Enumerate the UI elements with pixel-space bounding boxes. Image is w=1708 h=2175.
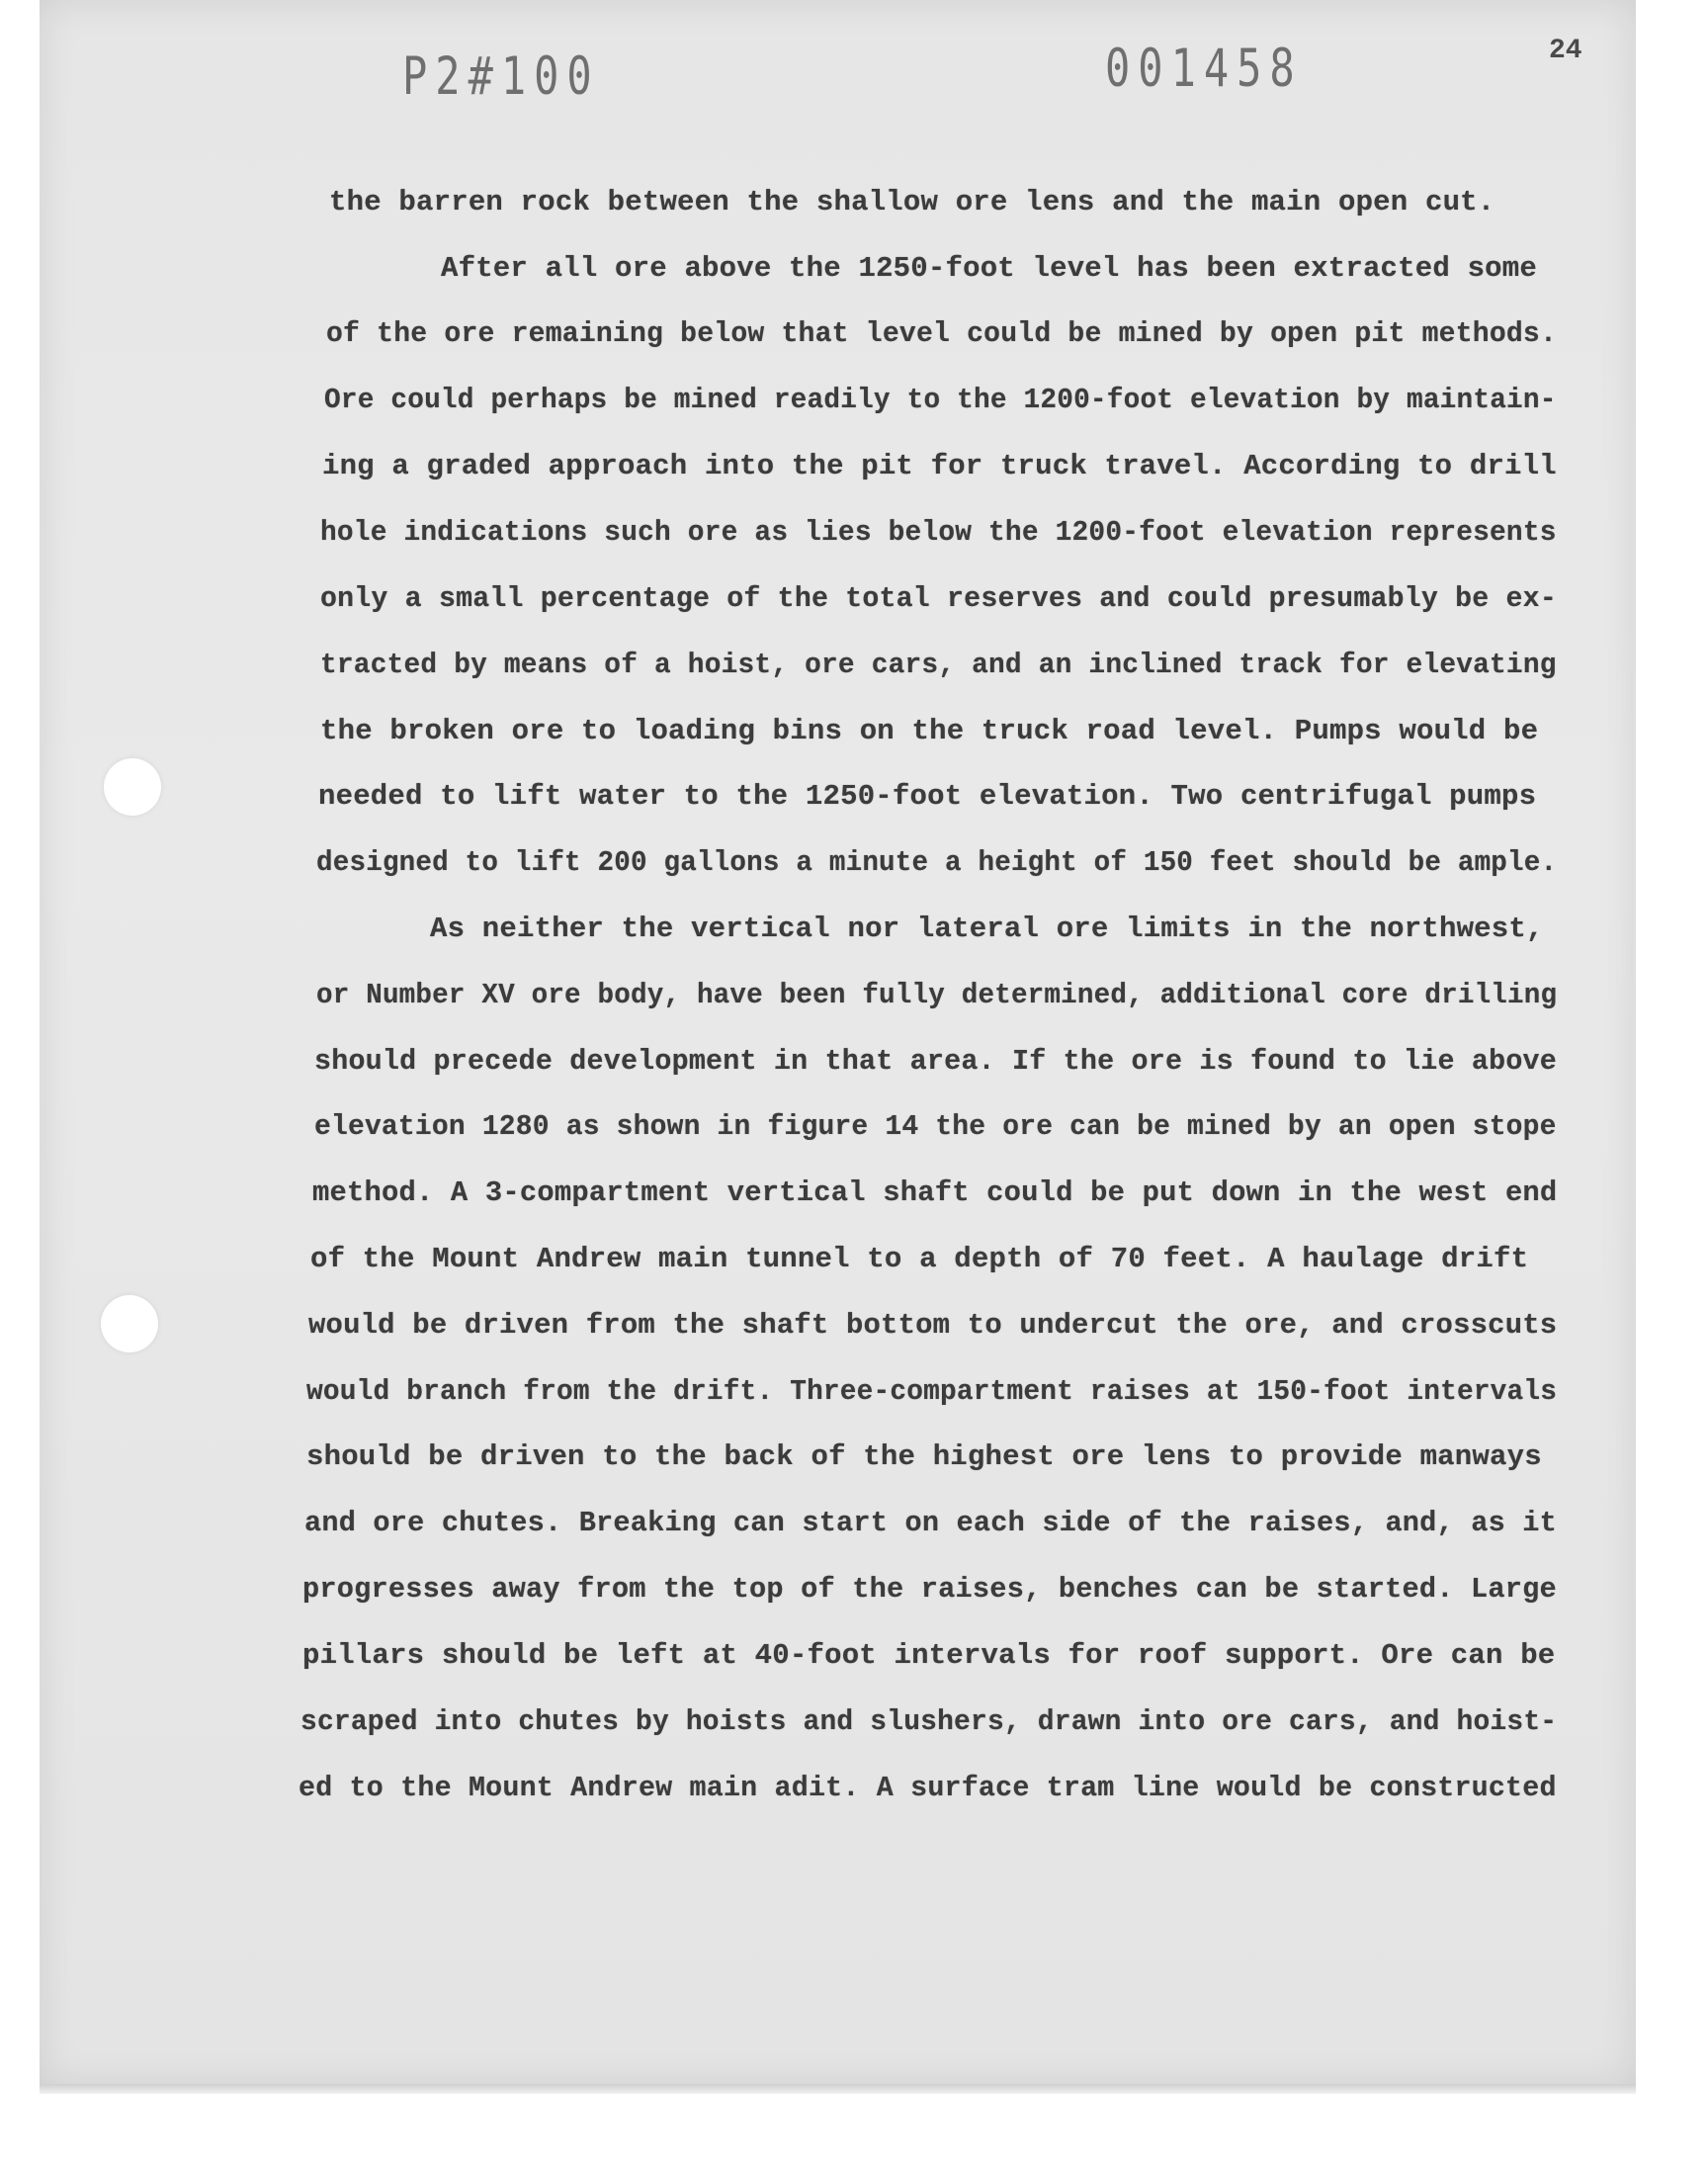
text-line: progresses away from the top of the raises, benches can be started. Large	[302, 1573, 1557, 1606]
text-line: of the ore remaining below that level could be mined by open pit methods.	[326, 317, 1558, 350]
text-line: method. A 3-compartment vertical shaft could be put down in the west end	[312, 1176, 1558, 1209]
text-line: of the Mount Andrew main tunnel to a depth of 70 feet. A haulage drift	[310, 1243, 1529, 1275]
page-number: 24	[1549, 36, 1582, 66]
text-line: elevation 1280 as shown in figure 14 the ore can be mined by an open stope	[314, 1110, 1557, 1143]
text-line: would branch from the drift. Three-compartment raises at 150-foot intervals	[306, 1375, 1558, 1408]
text-line: should precede development in that area. If the ore is found to lie above	[314, 1045, 1558, 1078]
archive-stamp-right: 001458	[1105, 38, 1303, 99]
text-line: pillars should be left at 40-foot intervals for roof support. Ore can be	[302, 1639, 1556, 1672]
text-line: the broken ore to loading bins on the truck road level. Pumps would be	[320, 715, 1539, 747]
text-line: needed to lift water to the 1250-foot elevation. Two centrifugal pumps	[318, 780, 1537, 813]
text-line: ing a graded approach into the pit for truck travel. According to drill	[322, 450, 1557, 482]
text-line: As neither the vertical nor lateral ore limits in the northwest,	[430, 913, 1544, 945]
text-line: After all ore above the 1250-foot level has been extracted some	[441, 252, 1537, 285]
text-line: or Number XV ore body, have been fully determined, additional core drilling	[316, 979, 1558, 1011]
text-line: would be driven from the shaft bottom to undercut the ore, and crosscuts	[308, 1309, 1558, 1342]
text-line: hole indications such ore as lies below the 1200-foot elevation represents	[320, 516, 1557, 549]
text-line: only a small percentage of the total reserves and could presumably be ex-	[320, 582, 1557, 615]
text-line: designed to lift 200 gallons a minute a height of 150 feet should be ample.	[316, 846, 1558, 879]
punch-hole-lower	[101, 1295, 158, 1352]
text-line: Ore could perhaps be mined readily to the 1200-foot elevation by maintain-	[324, 384, 1557, 416]
page-bottom-edge	[40, 2084, 1636, 2094]
text-line: should be driven to the back of the highest ore lens to provide manways	[306, 1440, 1542, 1473]
text-line: and ore chutes. Breaking can start on each side of the raises, and, as it	[304, 1507, 1558, 1539]
text-line: the barren rock between the shallow ore lens and the main open cut.	[329, 186, 1495, 218]
text-line: tracted by means of a hoist, ore cars, and an inclined track for elevating	[320, 649, 1557, 681]
text-line: ed to the Mount Andrew main adit. A surface tram line would be constructed	[299, 1772, 1557, 1804]
punch-hole-upper	[104, 758, 161, 816]
text-line: scraped into chutes by hoists and slushers, drawn into ore cars, and hoist-	[300, 1705, 1558, 1738]
archive-stamp-left: P2#100	[402, 45, 600, 107]
